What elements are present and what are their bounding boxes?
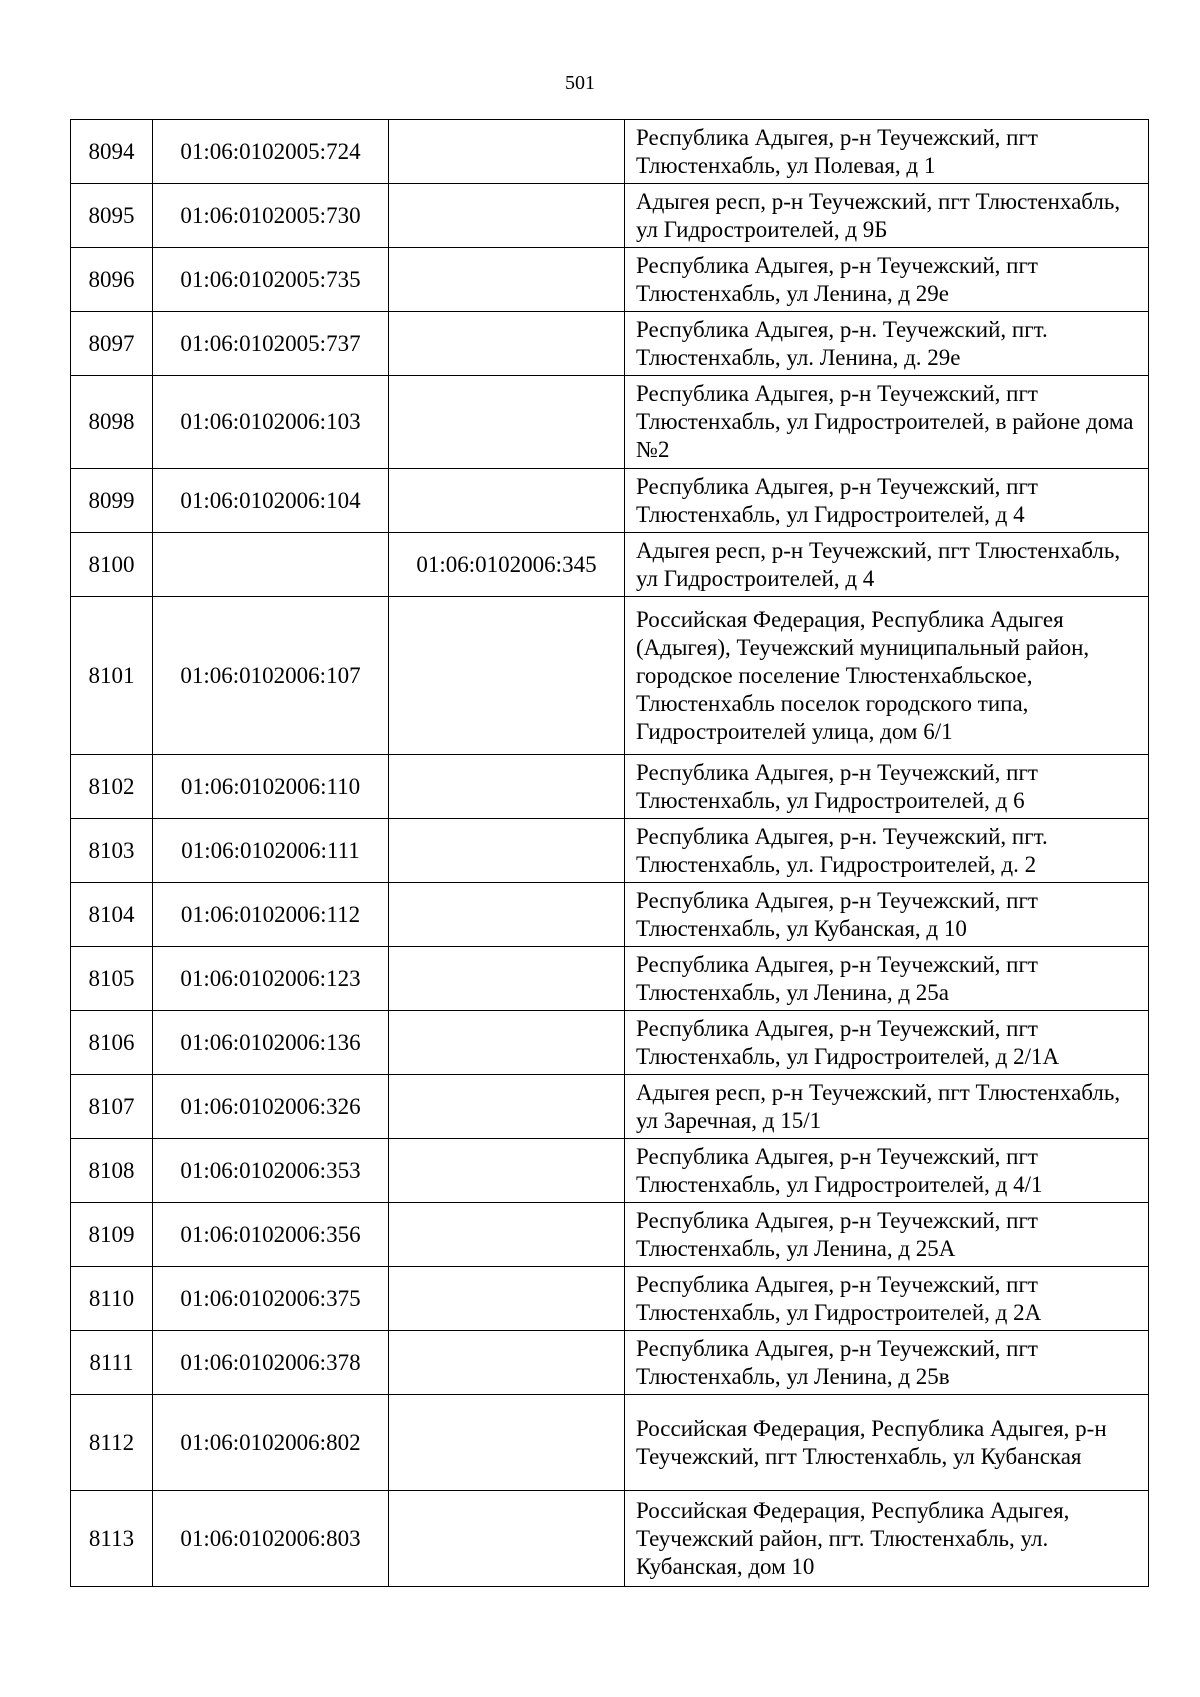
cadastral-number-cell: 01:06:0102006:378: [153, 1331, 389, 1395]
related-cadastral-number-cell: [389, 184, 625, 248]
row-number-cell: 8110: [71, 1267, 153, 1331]
cadastral-number-cell: 01:06:0102006:326: [153, 1075, 389, 1139]
row-number-cell: 8096: [71, 248, 153, 312]
table-row: [71, 819, 1149, 883]
address-cell: Адыгея респ, р-н Теучежский, пгт Тлюстенхабль, ул Заречная, д 15/1: [625, 1075, 1149, 1139]
row-number-cell: 8109: [71, 1203, 153, 1267]
table-row: [71, 1139, 1149, 1203]
address-cell: Республика Адыгея, р-н. Теучежский, пгт. Тлюстенхабль, ул. Ленина, д. 29е: [625, 312, 1149, 376]
address-cell: Республика Адыгея, р-н Теучежский, пгт Тлюстенхабль, ул Гидростроителей, д 2А: [625, 1267, 1149, 1331]
table-row: [71, 120, 1149, 184]
table-row: [71, 597, 1149, 755]
row-number-cell: 8095: [71, 184, 153, 248]
row-number-cell: 8106: [71, 1011, 153, 1075]
related-cadastral-number-cell: [389, 947, 625, 1011]
related-cadastral-number-cell: [389, 1203, 625, 1267]
table-row: [71, 1203, 1149, 1267]
related-cadastral-number-cell: [389, 376, 625, 469]
table-row: [71, 755, 1149, 819]
row-number-cell: 8108: [71, 1139, 153, 1203]
page-number: 501: [565, 72, 595, 94]
related-cadastral-number-cell: [389, 1139, 625, 1203]
address-cell: Республика Адыгея, р-н. Теучежский, пгт. Тлюстенхабль, ул. Гидростроителей, д. 2: [625, 819, 1149, 883]
cadastral-number-cell: [153, 533, 389, 597]
related-cadastral-number-cell: [389, 1011, 625, 1075]
related-cadastral-number-cell: [389, 1395, 625, 1491]
cadastral-number-cell: 01:06:0102005:735: [153, 248, 389, 312]
table-row: [71, 1011, 1149, 1075]
related-cadastral-number-cell: 01:06:0102006:345: [389, 533, 625, 597]
address-cell: Республика Адыгея, р-н Теучежский, пгт Тлюстенхабль, ул Ленина, д 25в: [625, 1331, 1149, 1395]
row-number-cell: 8101: [71, 597, 153, 755]
table-row: [71, 533, 1149, 597]
row-number-cell: 8113: [71, 1491, 153, 1587]
row-number-cell: 8094: [71, 120, 153, 184]
related-cadastral-number-cell: [389, 819, 625, 883]
row-number-cell: 8104: [71, 883, 153, 947]
table-row: [71, 469, 1149, 533]
address-cell: Адыгея респ, р-н Теучежский, пгт Тлюстенхабль, ул Гидростроителей, д 9Б: [625, 184, 1149, 248]
address-cell: Республика Адыгея, р-н Теучежский, пгт Тлюстенхабль, ул Ленина, д 25а: [625, 947, 1149, 1011]
row-number-cell: 8097: [71, 312, 153, 376]
related-cadastral-number-cell: [389, 883, 625, 947]
address-cell: Республика Адыгея, р-н Теучежский, пгт Тлюстенхабль, ул Гидростроителей, д 4: [625, 469, 1149, 533]
cadastral-number-cell: 01:06:0102006:803: [153, 1491, 389, 1587]
cadastral-number-cell: 01:06:0102006:802: [153, 1395, 389, 1491]
row-number-cell: 8103: [71, 819, 153, 883]
related-cadastral-number-cell: [389, 1491, 625, 1587]
address-cell: Республика Адыгея, р-н Теучежский, пгт Тлюстенхабль, ул Ленина, д 29е: [625, 248, 1149, 312]
row-number-cell: 8098: [71, 376, 153, 469]
related-cadastral-number-cell: [389, 312, 625, 376]
row-number-cell: 8107: [71, 1075, 153, 1139]
table-body: [71, 120, 1149, 1587]
related-cadastral-number-cell: [389, 1267, 625, 1331]
table-row: [71, 1491, 1149, 1587]
address-cell: Республика Адыгея, р-н Теучежский, пгт Тлюстенхабль, ул Гидростроителей, д 6: [625, 755, 1149, 819]
address-cell: Республика Адыгея, р-н Теучежский, пгт Тлюстенхабль, ул Полевая, д 1: [625, 120, 1149, 184]
cadastral-number-cell: 01:06:0102006:356: [153, 1203, 389, 1267]
table-row: [71, 376, 1149, 469]
cadastral-number-cell: 01:06:0102006:107: [153, 597, 389, 755]
address-cell: Республика Адыгея, р-н Теучежский, пгт Тлюстенхабль, ул Ленина, д 25А: [625, 1203, 1149, 1267]
cadastral-number-cell: 01:06:0102005:724: [153, 120, 389, 184]
related-cadastral-number-cell: [389, 120, 625, 184]
related-cadastral-number-cell: [389, 597, 625, 755]
address-cell: Республика Адыгея, р-н Теучежский, пгт Тлюстенхабль, ул Гидростроителей, д 4/1: [625, 1139, 1149, 1203]
row-number-cell: 8100: [71, 533, 153, 597]
cadastral-number-cell: 01:06:0102006:112: [153, 883, 389, 947]
cadastral-number-cell: 01:06:0102006:103: [153, 376, 389, 469]
registry-table: [70, 119, 1149, 1587]
table-row: [71, 883, 1149, 947]
address-cell: Российская Федерация, Республика Адыгея, Теучежский район, пгт. Тлюстенхабль, ул. Кубанская, дом 10: [625, 1491, 1149, 1587]
address-cell: Республика Адыгея, р-н Теучежский, пгт Тлюстенхабль, ул Гидростроителей, д 2/1А: [625, 1011, 1149, 1075]
row-number-cell: 8112: [71, 1395, 153, 1491]
cadastral-number-cell: 01:06:0102005:737: [153, 312, 389, 376]
table-row: [71, 312, 1149, 376]
cadastral-number-cell: 01:06:0102006:104: [153, 469, 389, 533]
cadastral-number-cell: 01:06:0102006:123: [153, 947, 389, 1011]
cadastral-number-cell: 01:06:0102006:375: [153, 1267, 389, 1331]
table-row: [71, 1267, 1149, 1331]
cadastral-number-cell: 01:06:0102006:136: [153, 1011, 389, 1075]
address-cell: Российская Федерация, Республика Адыгея (Адыгея), Теучежский муниципальный район, городское поселение Тлюстенхабльское, Тлюстенхабль поселок городского типа, Гидростроителей улица, дом 6/1: [625, 597, 1149, 755]
related-cadastral-number-cell: [389, 1075, 625, 1139]
table-row: [71, 1395, 1149, 1491]
related-cadastral-number-cell: [389, 469, 625, 533]
related-cadastral-number-cell: [389, 248, 625, 312]
address-cell: Адыгея респ, р-н Теучежский, пгт Тлюстенхабль, ул Гидростроителей, д 4: [625, 533, 1149, 597]
row-number-cell: 8105: [71, 947, 153, 1011]
related-cadastral-number-cell: [389, 755, 625, 819]
table-row: [71, 1075, 1149, 1139]
row-number-cell: 8102: [71, 755, 153, 819]
cadastral-number-cell: 01:06:0102006:353: [153, 1139, 389, 1203]
cadastral-number-cell: 01:06:0102005:730: [153, 184, 389, 248]
table-row: [71, 1331, 1149, 1395]
cadastral-number-cell: 01:06:0102006:110: [153, 755, 389, 819]
address-cell: Республика Адыгея, р-н Теучежский, пгт Тлюстенхабль, ул Кубанская, д 10: [625, 883, 1149, 947]
table-row: [71, 248, 1149, 312]
related-cadastral-number-cell: [389, 1331, 625, 1395]
row-number-cell: 8111: [71, 1331, 153, 1395]
table-row: [71, 184, 1149, 248]
table-row: [71, 947, 1149, 1011]
cadastral-number-cell: 01:06:0102006:111: [153, 819, 389, 883]
row-number-cell: 8099: [71, 469, 153, 533]
address-cell: Российская Федерация, Республика Адыгея, р-н Теучежский, пгт Тлюстенхабль, ул Кубанская: [625, 1395, 1149, 1491]
address-cell: Республика Адыгея, р-н Теучежский, пгт Тлюстенхабль, ул Гидростроителей, в районе дома №2: [625, 376, 1149, 469]
